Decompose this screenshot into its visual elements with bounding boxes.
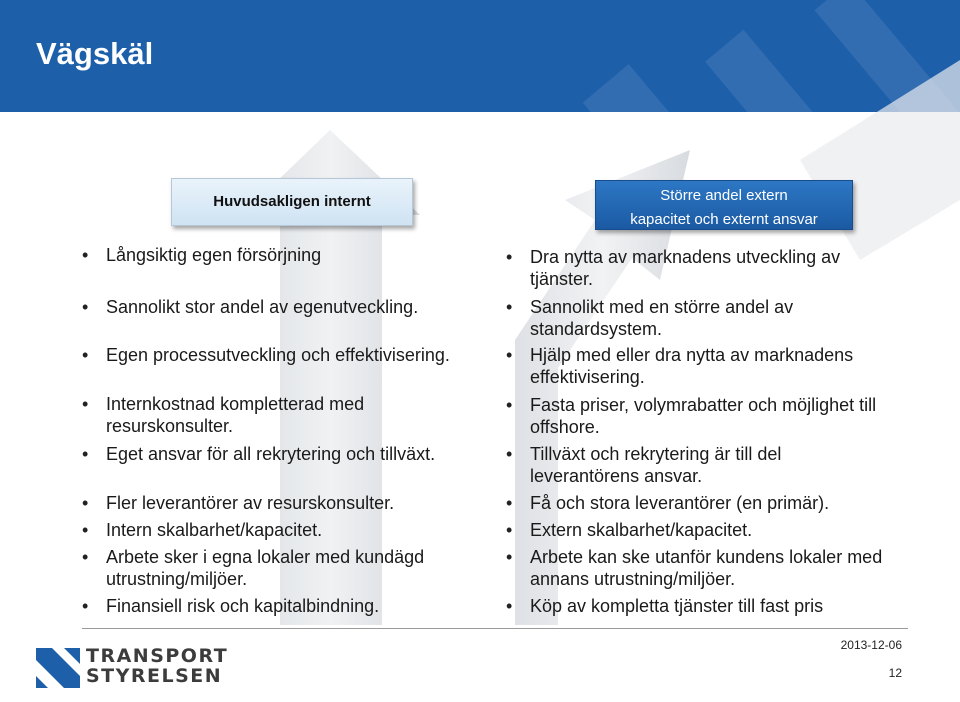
list-item: • Långsiktig egen försörjning: [82, 244, 321, 266]
list-item: • Sannolikt med en större andel av: [506, 296, 793, 318]
list-item: • Hjälp med eller dra nytta av marknadens: [506, 344, 853, 366]
list-item-continuation: leverantörens ansvar.: [530, 466, 703, 486]
left-heading-label: Huvudsakligen internt: [213, 193, 371, 210]
list-item: • Eget ansvar för all rekrytering och tillväxt.: [82, 443, 435, 465]
list-item: • Få och stora leverantörer (en primär).: [506, 492, 829, 514]
left-heading-box: [171, 178, 413, 226]
list-item: • Finansiell risk och kapitalbindning.: [82, 595, 379, 617]
list-item: • Arbete kan ske utanför kundens lokaler med: [506, 546, 882, 568]
right-heading-box: [595, 180, 853, 230]
list-item: • Egen processutveckling och effektivisering.: [82, 344, 450, 366]
list-item-continuation: offshore.: [530, 417, 600, 437]
logo-line2: STYRELSEN: [86, 665, 223, 687]
slide-date: 2013-12-06: [840, 638, 902, 652]
list-item-continuation: utrustning/miljöer.: [106, 569, 248, 589]
transportstyrelsen-logo-icon: [36, 648, 80, 688]
logo-wordmark: [86, 646, 228, 686]
list-item: • Fler leverantörer av resurskonsulter.: [82, 492, 394, 514]
list-item-continuation: resurskonsulter.: [106, 416, 234, 436]
list-item-continuation: standardsystem.: [530, 319, 663, 339]
list-item: • Arbete sker i egna lokaler med kundägd: [82, 546, 424, 568]
list-item: • Intern skalbarhet/kapacitet.: [82, 519, 322, 541]
list-item: • Köp av kompletta tjänster till fast pris: [506, 595, 823, 617]
right-heading-line2: kapacitet och externt ansvar: [630, 211, 818, 228]
list-item-continuation: tjänster.: [530, 269, 594, 289]
list-item-continuation: annans utrustning/miljöer.: [530, 569, 736, 589]
list-item: • Extern skalbarhet/kapacitet.: [506, 519, 752, 541]
list-item: • Sannolikt stor andel av egenutveckling.: [82, 296, 418, 318]
watermark-arrow-shape: [800, 60, 960, 260]
list-item-continuation: effektivisering.: [530, 367, 645, 387]
list-item: • Internkostnad kompletterad med: [82, 393, 364, 415]
slide-title: Vägskäl: [36, 36, 154, 71]
footer-divider: [82, 628, 908, 629]
right-heading-line1: Större andel extern: [660, 187, 788, 204]
logo-line1: TRANSPORT: [86, 645, 229, 667]
list-item: • Tillväxt och rekrytering är till del: [506, 443, 781, 465]
page-number: 12: [888, 666, 902, 680]
list-item: • Fasta priser, volymrabatter och möjlighet till: [506, 394, 876, 416]
list-item: • Dra nytta av marknadens utveckling av: [506, 246, 840, 268]
